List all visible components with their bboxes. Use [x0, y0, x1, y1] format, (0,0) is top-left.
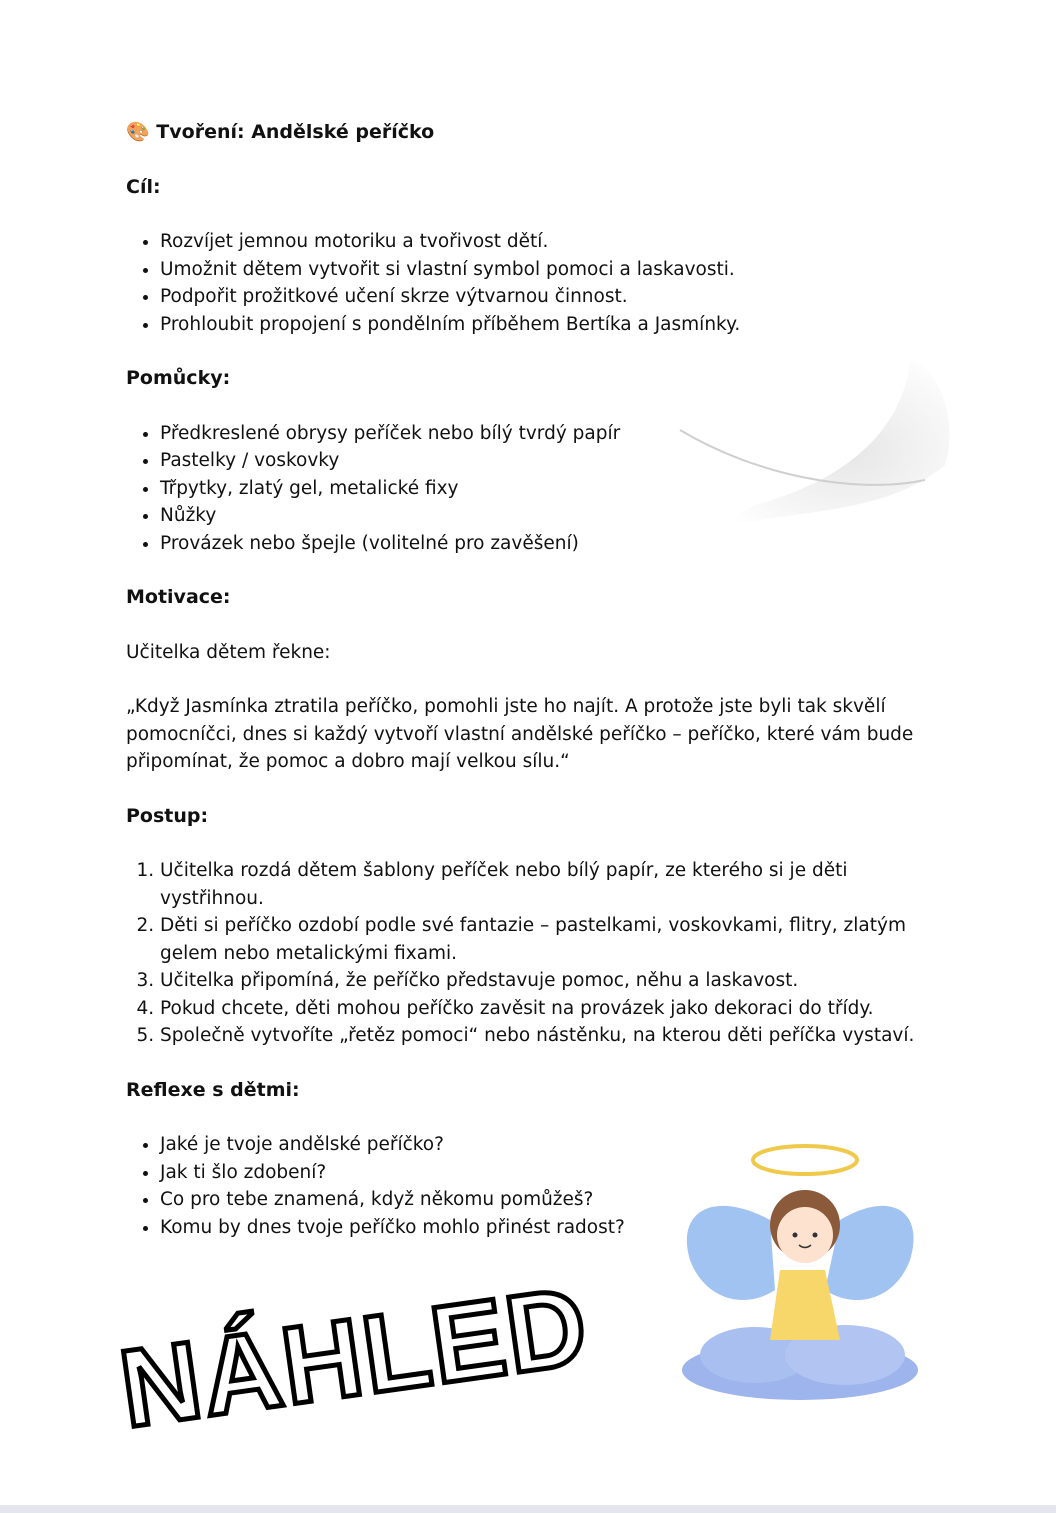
- procedure-heading: Postup:: [126, 804, 209, 827]
- page-bottom-border: [0, 1505, 1056, 1513]
- list-item: • Předkreslené obrysy peříček nebo bílý tvrdý papír: [160, 420, 916, 448]
- list-item: 1. Učitelka rozdá dětem šablony peříček nebo bílý papír, ze kterého si je děti vystřihnou.: [160, 857, 916, 912]
- document-page: [126, 119, 916, 1268]
- motivation-intro: Učitelka dětem řekne:: [126, 641, 331, 663]
- goal-heading: Cíl:: [126, 175, 161, 198]
- angel-image: [675, 1130, 925, 1405]
- list-item: • Co pro tebe znamená, když někomu pomůžeš?: [160, 1186, 916, 1214]
- list-item: • Provázek nebo špejle (volitelné pro zavěšení): [160, 530, 916, 558]
- list-item: 3. Učitelka připomíná, že peříčko představuje pomoc, něhu a laskavost.: [160, 967, 916, 995]
- feather-image: [675, 355, 960, 555]
- motivation-quote: „Když Jasmínka ztratila peříčko, pomohli jste ho najít. A protože jste byli tak skvělí pomocníčci, dnes si každý vytvoří vlastní andělské peříčko – peříčko, které vám bude připomínat, že pomoc a dobro mají velkou sílu.“: [126, 696, 914, 772]
- list-item: • Jak ti šlo zdobení?: [160, 1159, 916, 1187]
- list-item: • Rozvíjet jemnou motoriku a tvořivost dětí.: [160, 228, 916, 256]
- list-item: • Umožnit dětem vytvořit si vlastní symbol pomoci a laskavosti.: [160, 256, 916, 284]
- list-item: • Prohloubit propojení s pondělním příběhem Bertíka a Jasmínky.: [160, 311, 916, 339]
- list-item: 4. Pokud chcete, děti mohou peříčko zavěsit na provázek jako dekoraci do třídy.: [160, 995, 916, 1023]
- list-item: 5. Společně vytvoříte „řetěz pomoci“ nebo nástěnku, na kterou děti peříčka vystaví.: [160, 1022, 916, 1050]
- list-item: • Podpořit prožitkové učení skrze výtvarnou činnost.: [160, 283, 916, 311]
- page-title: 🎨 Tvoření: Andělské peříčko: [126, 121, 435, 143]
- procedure-list: [126, 857, 916, 1050]
- goal-list: [126, 228, 916, 338]
- motivation-heading: Motivace:: [126, 586, 231, 608]
- tools-heading: Pomůcky:: [126, 367, 231, 389]
- list-item: • Jaké je tvoje andělské peříčko?: [160, 1131, 916, 1159]
- reflection-heading: Reflexe s dětmi:: [126, 1078, 300, 1101]
- list-item: • Pastelky / voskovky: [160, 447, 916, 475]
- list-item: • Třpytky, zlatý gel, metalické fixy: [160, 475, 916, 503]
- preview-watermark: NÁHLED: [113, 1263, 596, 1451]
- list-item: • Komu by dnes tvoje peříčko mohlo přinést radost?: [160, 1214, 916, 1242]
- list-item: 2. Děti si peříčko ozdobí podle své fantazie – pastelkami, voskovkami, flitry, zlatým gelem nebo metalickými fixami.: [160, 912, 916, 967]
- palette-icon: 🎨: [126, 121, 150, 143]
- list-item: • Nůžky: [160, 502, 916, 530]
